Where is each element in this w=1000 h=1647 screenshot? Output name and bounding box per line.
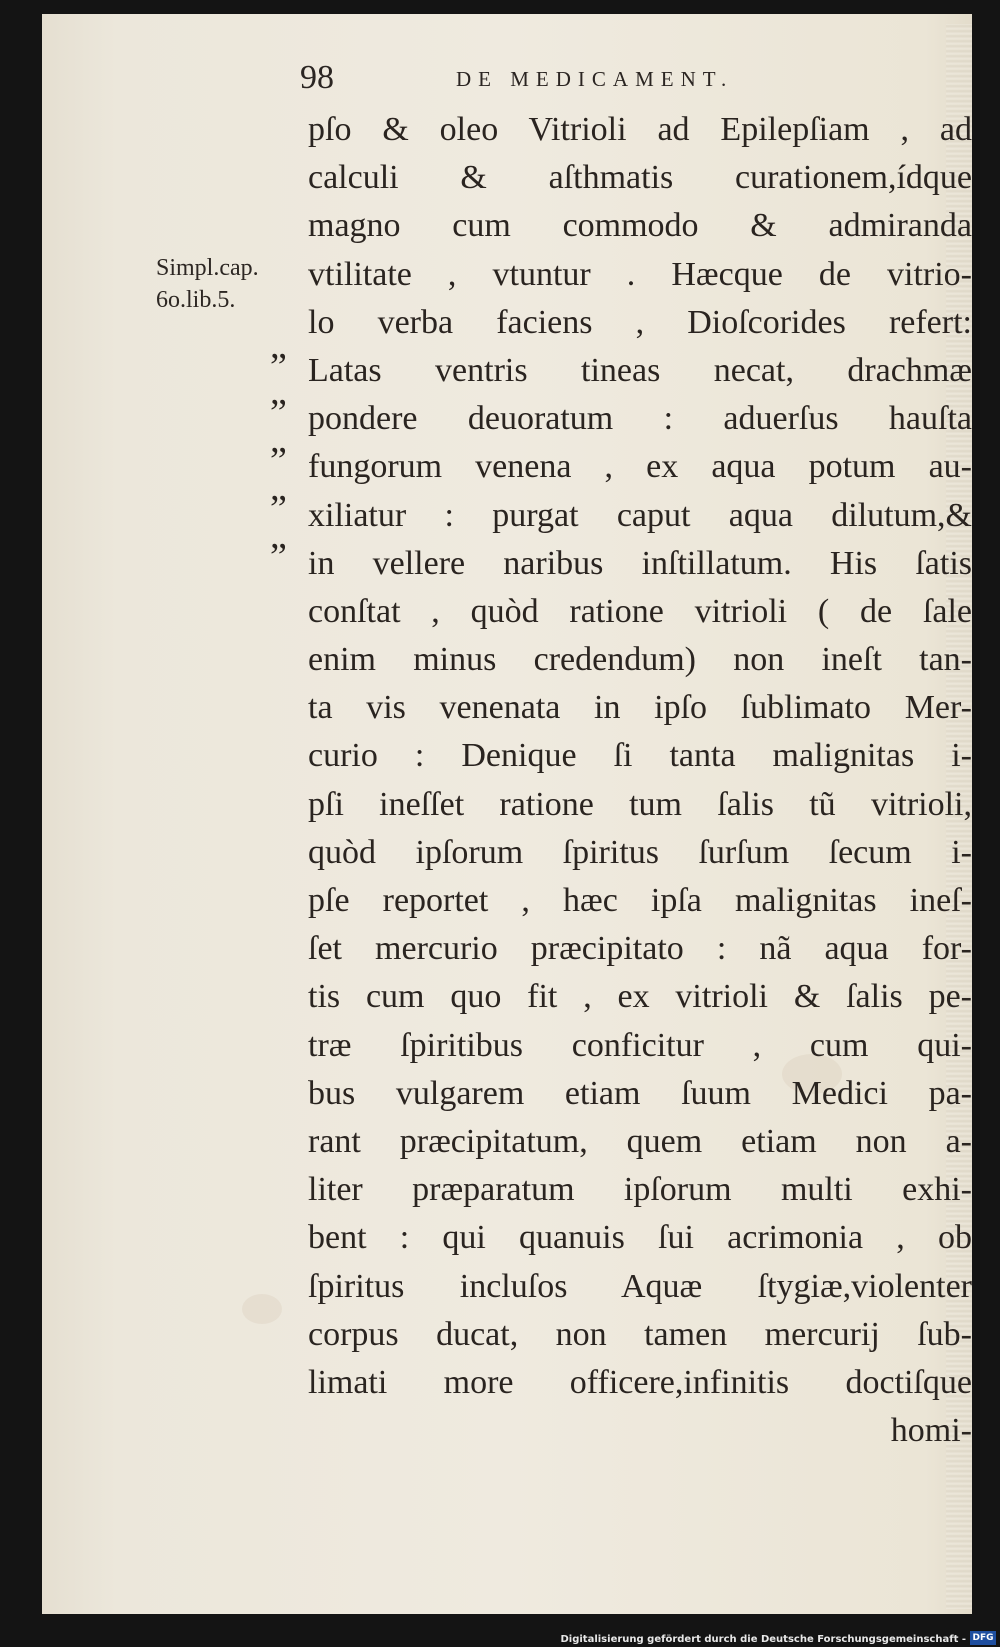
footer-credit: Digitalisierung gefördert durch die Deutsche Forschungsgemeinschaft - — [560, 1634, 966, 1645]
text-line: Latas ventris tineas necat, drachmæ — [308, 351, 972, 389]
margin-note-line: Simpl.cap. — [156, 255, 259, 281]
text-line: pſo & oleo Vitrioli ad Epilepſiam , ad — [308, 111, 972, 148]
text-line: corpus ducat, non tamen mercurij ſub- — [308, 1315, 972, 1353]
text-line: vtilitate , vtuntur . Hæcque de vitrio- — [308, 255, 972, 293]
text-line: pſi ineſſet ratione tum ſalis tũ vitrioli, — [308, 785, 972, 823]
text-line: ſpiritus incluſos Aquæ ſtygiæ,violenter — [308, 1267, 972, 1305]
margin-note — [156, 252, 259, 316]
margin-note-line: 6o.lib.5. — [156, 287, 236, 313]
text-line: limati more officere,infinitis doctiſque — [308, 1363, 972, 1401]
text-line: enim minus credendum) non ineſt tan- — [308, 641, 972, 679]
quotation-mark: ” — [270, 488, 287, 530]
quotation-mark: ” — [270, 346, 287, 388]
text-line: pſe reportet , hæc ipſa malignitas ineſ- — [308, 882, 972, 919]
text-line: calculi & aſthmatis curationem,ídque — [308, 159, 972, 197]
text-line: conſtat , quòd ratione vitrioli ( de ſale — [308, 592, 972, 630]
body-text — [308, 106, 972, 1455]
text-line: træ ſpiritibus conficitur , cum qui- — [308, 1026, 972, 1064]
running-head — [300, 58, 900, 98]
catchword: homi- — [890, 1412, 972, 1450]
text-line: tis cum quo fit , ex vitrioli & ſalis pe- — [308, 978, 972, 1016]
text-line: bent : qui quanuis ſui acrimonia , ob — [308, 1219, 972, 1257]
quotation-mark: ” — [270, 392, 287, 434]
dfg-logo: DFG — [970, 1631, 996, 1645]
text-line: curio : Denique ſi tanta malignitas i- — [308, 737, 972, 775]
running-head-title: DE MEDICAMENT. — [456, 67, 734, 91]
text-line: xiliatur : purgat caput aqua dilutum,& — [308, 496, 972, 534]
text-line: lo verba faciens , Dioſcorides refert: — [308, 303, 972, 341]
quotation-mark: ” — [270, 440, 287, 482]
text-line: bus vulgarem etiam ſuum Medici pa- — [308, 1074, 972, 1112]
text-line: rant præcipitatum, quem etiam non a- — [308, 1122, 972, 1160]
paper-stain — [242, 1294, 282, 1324]
text-line: fungorum venena , ex aqua potum au- — [308, 448, 972, 486]
text-line: liter præparatum ipſorum multi exhi- — [308, 1171, 972, 1209]
text-line: ta vis venenata in ipſo ſublimato Mer- — [308, 689, 972, 727]
text-line: pondere deuoratum : aduerſus hauſta — [308, 400, 972, 438]
text-line: quòd ipſorum ſpiritus ſurſum ſecum i- — [308, 833, 972, 871]
text-line: magno cum commodo & admiranda — [308, 207, 972, 245]
text-line: ſet mercurio præcipitato : nã aqua for- — [308, 930, 972, 968]
page-number: 98 — [300, 59, 334, 96]
text-line: in vellere naribus inſtillatum. His ſatis — [308, 544, 972, 582]
quotation-mark: ” — [270, 536, 287, 578]
